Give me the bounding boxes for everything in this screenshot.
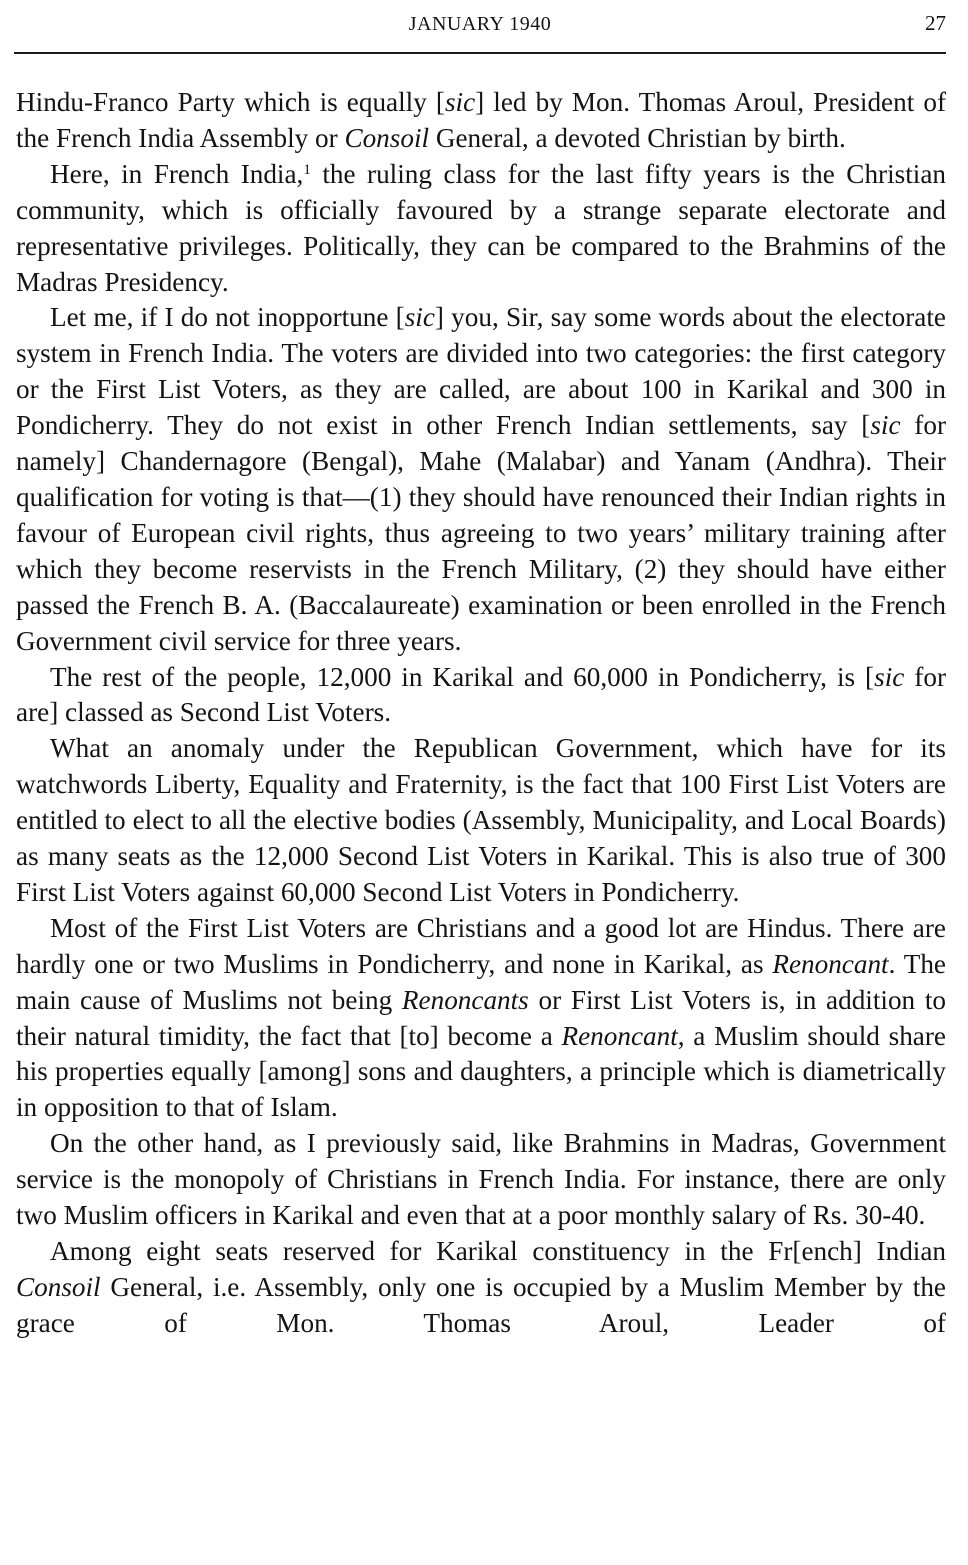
italic-term: sic [870,410,901,441]
text-run: for are] classed as Second List Voters. [16,661,946,728]
running-header [14,0,946,54]
paragraph [16,660,946,732]
text-run: General, a devoted Christian by birth. [429,122,846,153]
paragraph [16,85,946,157]
text-run: General, i.e. Assembly, only one is occupied by a Muslim Member by the grace of Mon. Thomas Aroul, Leader of [16,1271,946,1338]
text-run: , a Muslim should share his properties equally [among] sons and daughters, a principle which is diametrically in opposition to that of Islam. [16,1020,946,1123]
paragraph [16,1126,946,1234]
text-run: . The main cause of Muslims not being [16,948,946,1015]
italic-term: Renoncants [401,984,529,1015]
italic-term: Renoncant [772,948,889,979]
text-run: Hindu-Franco Party which is equally [ [16,87,445,117]
body-text [16,85,946,1342]
paragraph [16,1234,946,1342]
italic-term: Renoncant [561,1020,678,1051]
text-run: ] led by Mon. Thomas Aroul, President of the French India Assembly or [16,87,946,153]
text-run: Let me, if I do not inopportune [ [50,302,405,333]
footnote-marker: 1 [303,161,311,178]
italic-term: sic [874,661,905,692]
running-title: JANUARY 1940 [408,13,552,35]
text-run: Among eight seats reserved for Karikal constituency in the Fr[ench] Indian [50,1236,946,1266]
text-run: the ruling class for the last fifty years is the Christian community, which is officially favoured by a strange separate electorate and representative privileges. Politically, they can be compared to the Brahmins of the Madras Presidency. [16,158,946,297]
text-run: What an anomaly under the Republican Government, which have for its watchwords Liberty, Equality and Fraternity, is the fact that 100 First List Voters are entitled to elect to all the elective bodies (Assembly, Municipality, and Local Boards) as many seats as the 12,000 Second List Voters in Karikal. This is also true of 300 First List Voters against 60,000 Second List Voters in Pondicherry. [16,733,946,907]
text-run: or First List Voters is, in addition to their natural timidity, the fact that [to] become a [16,984,946,1051]
paragraph [16,911,946,1126]
italic-term: sic [444,87,476,117]
text-run: ] you, Sir, say some words about the electorate system in French India. The voters are divided into two categories: the first category or the First List Voters, as they are called, are about 100 in Karikal and 300 in Pondicherry. They do not exist in other French Indian settlements, say [ [16,302,946,441]
paragraph [16,157,946,301]
paragraph [16,300,946,659]
text-run: Most of the First List Voters are Christians and a good lot are Hindus. There are hardly one or two Muslims in Pondicherry, and none in Karikal, as [16,912,946,979]
page-number: 27 [925,11,946,35]
italic-term: sic [404,302,435,333]
text-run: for namely] Chandernagore (Bengal), Mahe (Malabar) and Yanam (Andhra). Their qualification for voting is that—(1) they should have renounced their Indian rights in favour of European civil rights, thus agreeing to two years’ military training after which they become reservists in the French Military, (2) they should have either passed the French B. A. (Baccalaureate) examination or been enrolled in the French Government civil service for three years. [16,410,946,656]
italic-term: Consoil [16,1271,101,1302]
italic-term: Consoil [344,122,430,153]
text-run: On the other hand, as I previously said, like Brahmins in Madras, Government service is the monopoly of Christians in French India. For instance, there are only two Muslim officers in Karikal and even that at a poor monthly salary of Rs. 30-40. [16,1128,946,1231]
paragraph [16,731,946,911]
text-run: Here, in French India, [50,158,304,189]
text-run: The rest of the people, 12,000 in Karikal and 60,000 in Pondicherry, is [ [50,661,875,692]
